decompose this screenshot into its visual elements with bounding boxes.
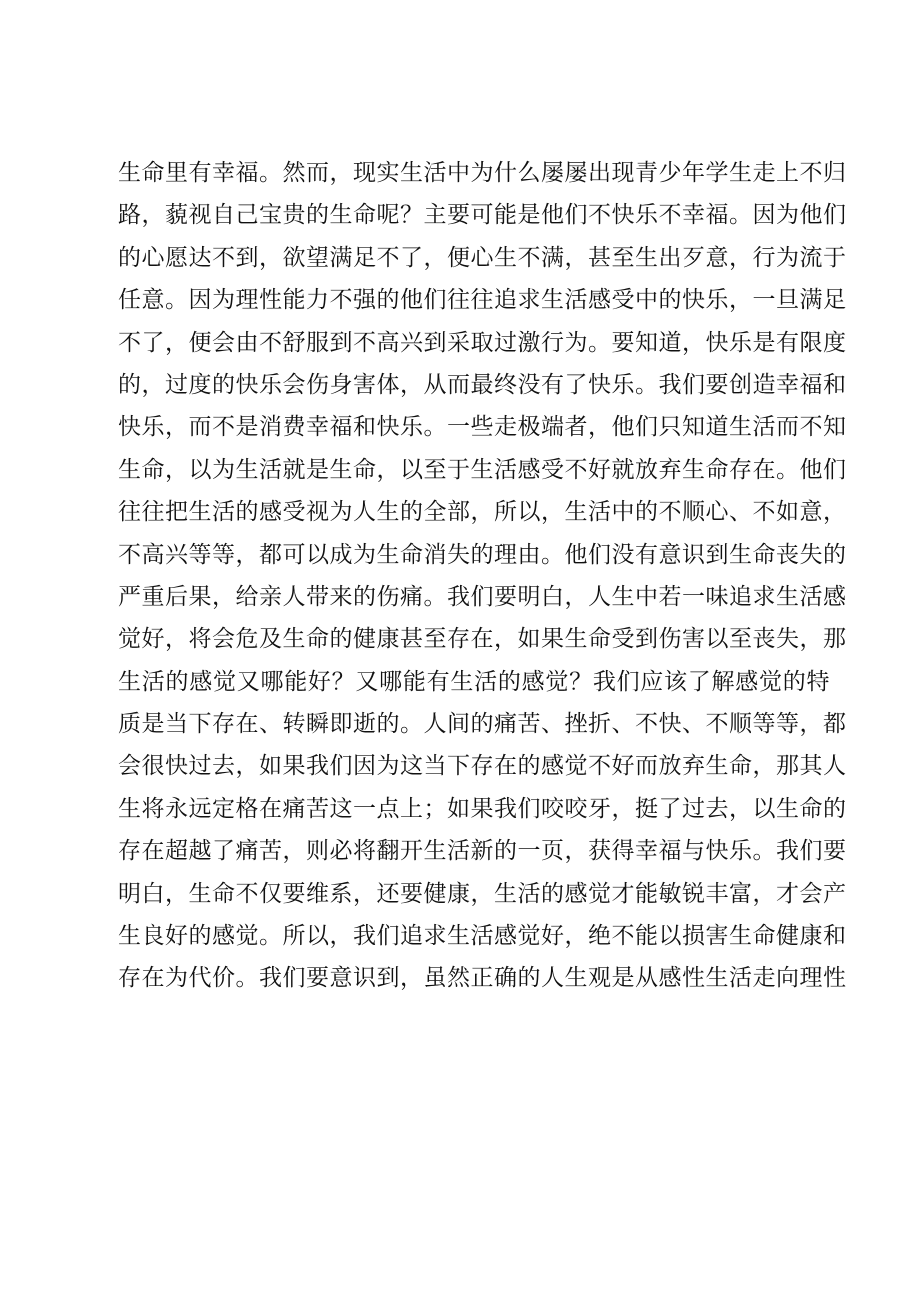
text-line: 会很快过去，如果我们因为这当下存在的感觉不好而放弃生命，那其人 <box>118 753 847 780</box>
text-line: 明白，生命不仅要维系，还要健康，生活的感觉才能敏锐丰富，才会产 <box>118 880 847 907</box>
text-line: 的，过度的快乐会伤身害体，从而最终没有了快乐。我们要创造幸福和 <box>118 371 847 398</box>
text-line: 往往把生活的感受视为人生的全部，所以，生活中的不顺心、不如意， <box>118 499 847 526</box>
text-line: 存在超越了痛苦，则必将翻开生活新的一页，获得幸福与快乐。我们要 <box>118 838 847 865</box>
text-line: 生将永远定格在痛苦这一点上；如果我们咬咬牙，挺了过去，以生命的 <box>118 795 847 822</box>
text-line: 严重后果，给亲人带来的伤痛。我们要明白，人生中若一味追求生活感 <box>118 583 847 610</box>
text-line: 生命，以为生活就是生命，以至于生活感受不好就放弃生命存在。他们 <box>118 456 847 483</box>
text-line: 路，藐视自己宝贵的生命呢？主要可能是他们不快乐不幸福。因为他们 <box>118 202 847 229</box>
text-line: 生良好的感觉。所以，我们追求生活感觉好，绝不能以损害生命健康和 <box>118 923 847 950</box>
text-line: 的心愿达不到，欲望满足不了，便心生不满，甚至生出歹意，行为流于 <box>118 244 847 271</box>
text-line: 不高兴等等，都可以成为生命消失的理由。他们没有意识到生命丧失的 <box>118 541 847 568</box>
text-line: 存在为代价。我们要意识到，虽然正确的人生观是从感性生活走向理性 <box>118 965 847 992</box>
body-text <box>118 152 847 1000</box>
text-line: 觉好，将会危及生命的健康甚至存在，如果生命受到伤害以至丧失，那 <box>118 626 847 653</box>
text-line: 快乐，而不是消费幸福和快乐。一些走极端者，他们只知道生活而不知 <box>118 414 847 441</box>
text-line: 生命里有幸福。然而，现实生活中为什么屡屡出现青少年学生走上不归 <box>118 160 847 186</box>
text-line: 任意。因为理性能力不强的他们往往追求生活感受中的快乐，一旦满足 <box>118 287 847 314</box>
text-line: 不了，便会由不舒服到不高兴到采取过激行为。要知道，快乐是有限度 <box>118 329 847 356</box>
text-line: 质是当下存在、转瞬即逝的。人间的痛苦、挫折、不快、不顺等等，都 <box>118 711 847 738</box>
text-line: 生活的感觉又哪能好？又哪能有生活的感觉？我们应该了解感觉的特 <box>118 668 830 695</box>
